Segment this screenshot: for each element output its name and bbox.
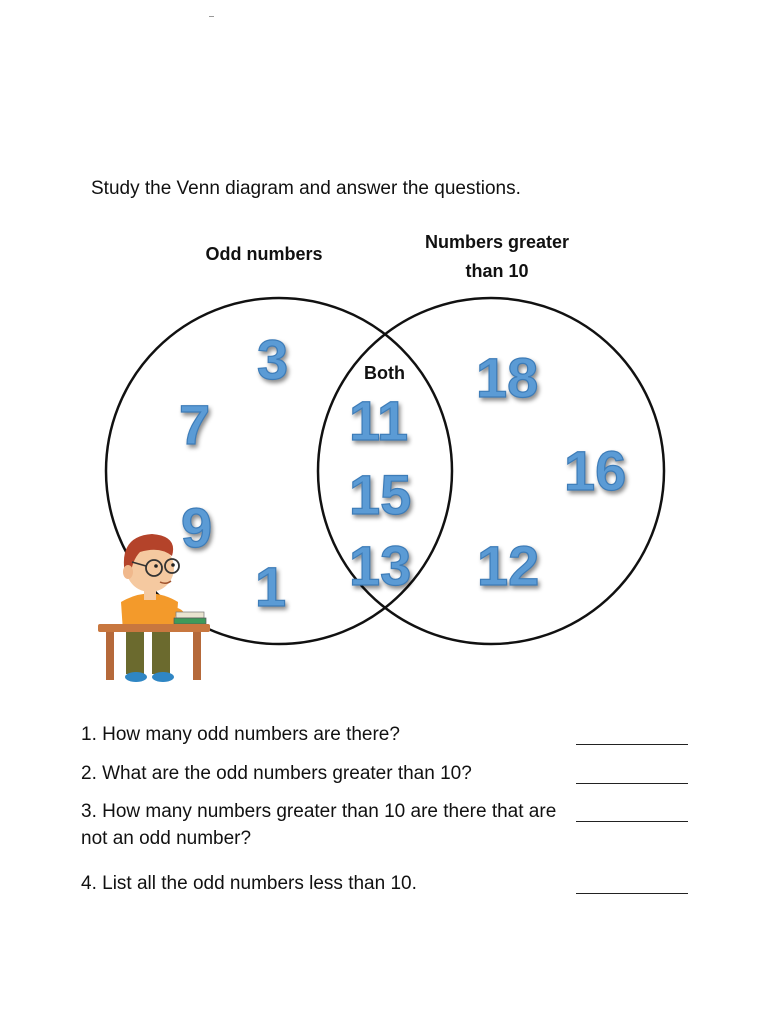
number-7: 7 [179,393,211,456]
number-13: 13 [349,534,412,597]
number-18: 18 [476,346,539,409]
question-1: 1. How many odd numbers are there? [81,724,400,745]
number-3: 3 [257,328,289,391]
number-16: 16 [564,439,627,502]
instruction-text: Study the Venn diagram and answer the questions. [91,178,521,199]
answer-blank-2[interactable] [576,783,688,784]
answer-blank-4[interactable] [576,893,688,894]
answer-blank-3[interactable] [576,821,688,822]
number-9: 9 [181,496,213,559]
both-label: Both [364,363,405,383]
number-11: 11 [349,389,409,452]
number-15: 15 [349,463,412,526]
greater-than-10-label-line2: than 10 [465,261,529,281]
question-2: 2. What are the odd numbers greater than 10? [81,763,472,784]
number-12: 12 [477,534,540,597]
answer-blank-1[interactable] [576,744,688,745]
number-1: 1 [255,555,287,618]
greater-than-10-label-line1: Numbers greater [424,232,570,252]
odd-numbers-label: Odd numbers [205,244,323,264]
question-4: 4. List all the odd numbers less than 10. [81,873,417,894]
question-3: 3. How many numbers greater than 10 are there that are not an odd number? [81,801,557,849]
